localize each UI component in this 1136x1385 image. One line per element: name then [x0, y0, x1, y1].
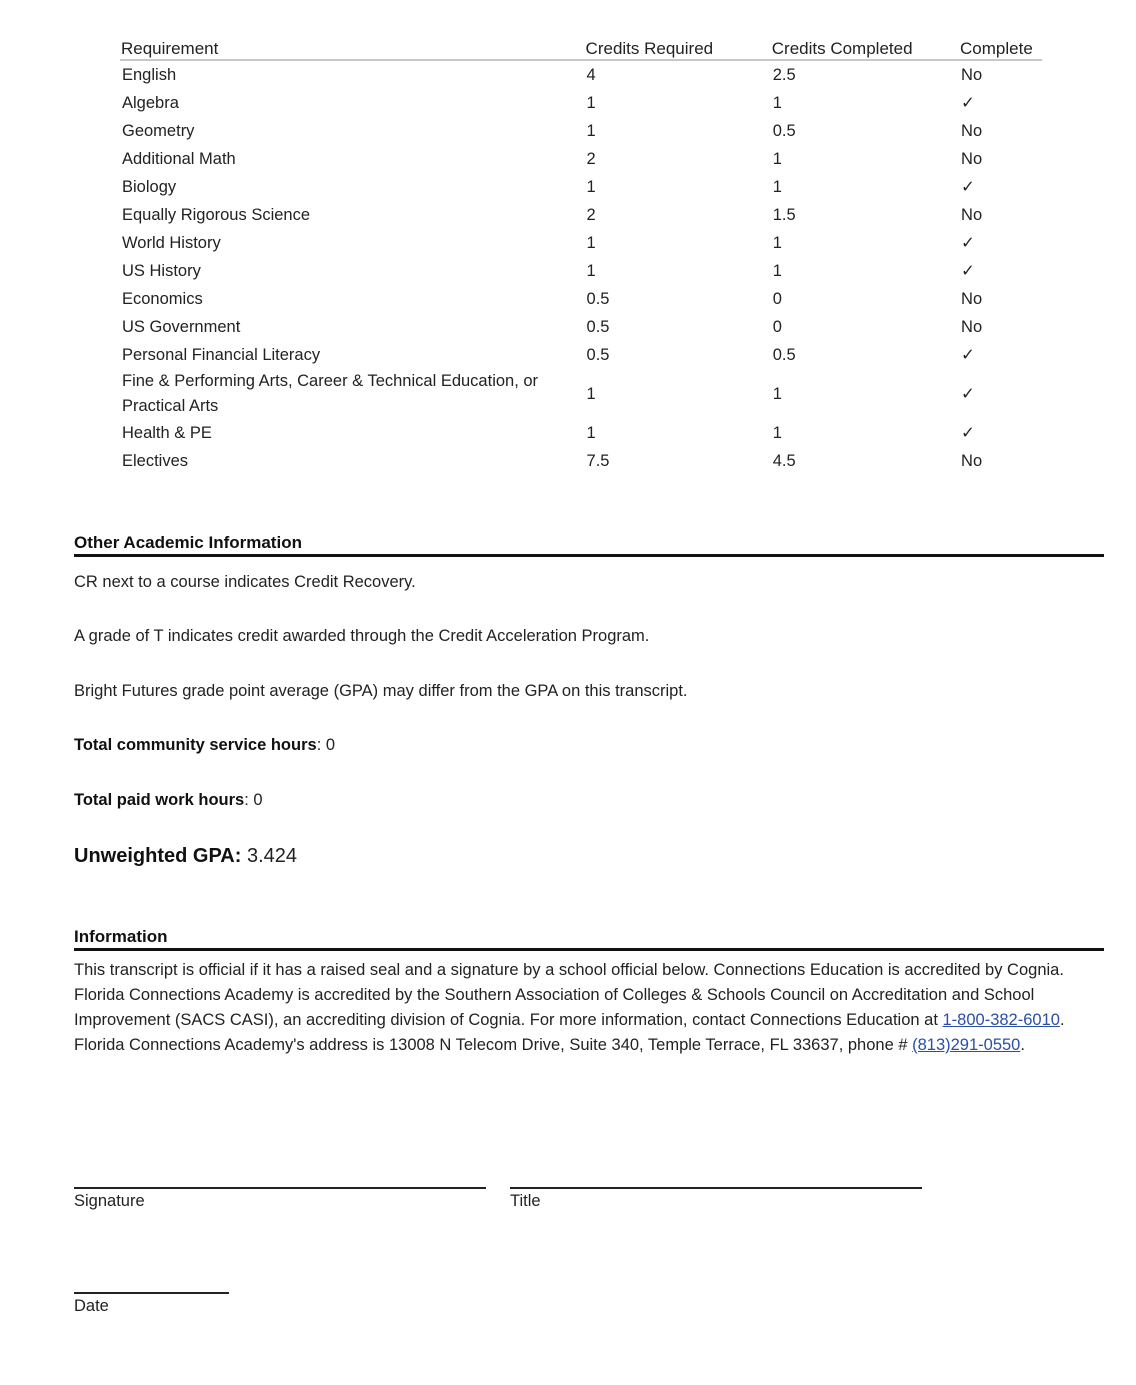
cell-requirement: Biology: [122, 177, 177, 196]
requirements-table-body: [120, 60, 1042, 475]
cell-credits-completed: 4.5: [772, 451, 796, 470]
cell-requirement: Electives: [122, 451, 189, 470]
phone-link-connections-education[interactable]: 1-800-382-6010: [942, 1011, 1060, 1029]
cell-credits-completed: 1: [772, 149, 782, 168]
cell-requirement: Economics: [122, 289, 203, 308]
cell-credits-completed: 0.5: [772, 345, 796, 364]
cell-credits-required: 1: [586, 261, 596, 280]
cell-complete: No: [961, 121, 983, 140]
check-icon: ✓: [961, 423, 975, 442]
cell-credits-completed: 1: [772, 233, 782, 252]
table-row: [120, 117, 1042, 145]
cell-credits-required: 2: [586, 205, 596, 224]
note-credit-acceleration: A grade of T indicates credit awarded through the Credit Acceleration Program.: [74, 627, 650, 645]
table-row: [120, 173, 1042, 201]
signature-line: [74, 1187, 486, 1189]
title-line: [510, 1187, 922, 1189]
table-row: [120, 313, 1042, 341]
cell-complete: No: [961, 205, 983, 224]
note-credit-recovery: CR next to a course indicates Credit Recovery.: [74, 573, 416, 591]
paid-work-label: Total paid work hours: [74, 791, 245, 809]
cell-requirement: US History: [122, 261, 201, 280]
table-row: [120, 341, 1042, 369]
cell-credits-completed: 2.5: [772, 65, 796, 84]
gpa-value: 3.424: [241, 845, 298, 867]
phone-link-florida-academy[interactable]: (813)291-0550: [912, 1036, 1021, 1054]
check-icon: ✓: [961, 233, 975, 252]
check-icon: ✓: [961, 177, 975, 196]
cell-requirement: Personal Financial Literacy: [122, 345, 321, 364]
cell-credits-required: 1: [586, 121, 596, 140]
cell-credits-required: 1: [586, 384, 596, 403]
check-icon: ✓: [961, 261, 975, 280]
cell-requirement: Equally Rigorous Science: [122, 205, 311, 224]
cell-requirement: Additional Math: [122, 149, 236, 168]
cell-credits-required: 0.5: [586, 345, 610, 364]
cell-credits-required: 1: [586, 177, 596, 196]
gpa-label: Unweighted GPA:: [74, 845, 242, 867]
check-icon: ✓: [961, 384, 975, 403]
cell-requirement: Fine & Performing Arts, Career & Technical Education, or Practical Arts: [122, 372, 539, 415]
cell-credits-completed: 1: [772, 423, 782, 442]
paid-work-hours: [74, 791, 263, 810]
cell-credits-required: 2: [586, 149, 596, 168]
community-service-value: : 0: [316, 736, 336, 754]
cell-complete: No: [961, 149, 983, 168]
cell-credits-completed: 0: [772, 289, 782, 308]
table-row: [120, 257, 1042, 285]
cell-credits-completed: 1: [772, 384, 782, 403]
other-academic-heading: Other Academic Information: [74, 533, 1104, 557]
note-bright-futures: Bright Futures grade point average (GPA) may differ from the GPA on this transcript.: [74, 682, 688, 700]
cell-requirement: English: [122, 65, 177, 84]
table-row: [120, 89, 1042, 117]
date-label: Date: [74, 1297, 109, 1315]
title-label: Title: [510, 1192, 541, 1210]
cell-complete: No: [961, 317, 983, 336]
requirements-table: [120, 36, 1042, 475]
information-heading: Information: [74, 927, 1104, 951]
header-requirement: Requirement: [120, 36, 585, 60]
date-line: [74, 1292, 229, 1294]
info-text-part1: This transcript is official if it has a raised seal and a signature by a school official below. Connections Education is accredited by Cognia. Florida Connections Academy is accredited by the Southern Association of Colleges & Schools Council on Accreditation and School Improvement (SACS CASI), an accrediting division of Cognia. For more information, contact Connections Education at: [74, 961, 1064, 1029]
cell-credits-completed: 1: [772, 93, 782, 112]
header-credits-completed: Credits Completed: [771, 36, 959, 60]
table-row: [120, 229, 1042, 257]
cell-requirement: Geometry: [122, 121, 195, 140]
cell-credits-required: 4: [586, 65, 596, 84]
cell-credits-completed: 0.5: [772, 121, 796, 140]
cell-credits-required: 7.5: [586, 451, 610, 470]
table-row: [120, 145, 1042, 173]
table-row: [120, 419, 1042, 447]
cell-requirement: World History: [122, 233, 221, 252]
cell-requirement: US Government: [122, 317, 241, 336]
table-row: [120, 60, 1042, 89]
check-icon: ✓: [961, 93, 975, 112]
signature-label: Signature: [74, 1192, 145, 1210]
paid-work-value: : 0: [244, 791, 263, 809]
cell-complete: No: [961, 65, 983, 84]
cell-credits-required: 1: [586, 93, 596, 112]
info-text-part2: . Florida Connections Academy's address is 13008 N Telecom Drive, Suite 340, Temple Terrace, FL 33637, phone #: [74, 1011, 1065, 1054]
header-credits-required: Credits Required: [585, 36, 771, 60]
cell-complete: No: [961, 451, 983, 470]
info-text-part3: .: [1020, 1036, 1025, 1054]
cell-credits-completed: 1.5: [772, 205, 796, 224]
table-row: [120, 201, 1042, 229]
table-header-row: [120, 36, 1042, 60]
information-paragraph: [74, 958, 1104, 1058]
cell-requirement: Health & PE: [122, 423, 212, 442]
cell-credits-required: 0.5: [586, 317, 610, 336]
cell-credits-required: 1: [586, 423, 596, 442]
cell-credits-completed: 0: [772, 317, 782, 336]
cell-requirement: Algebra: [122, 93, 179, 112]
table-row: [120, 447, 1042, 475]
unweighted-gpa: [74, 845, 297, 868]
table-row: [120, 285, 1042, 313]
cell-credits-required: 0.5: [586, 289, 610, 308]
cell-credits-required: 1: [586, 233, 596, 252]
check-icon: ✓: [961, 345, 975, 364]
cell-credits-completed: 1: [772, 177, 782, 196]
header-complete: Complete: [959, 36, 1042, 60]
cell-credits-completed: 1: [772, 261, 782, 280]
cell-complete: No: [961, 289, 983, 308]
community-service-label: Total community service hours: [74, 736, 317, 754]
community-service-hours: [74, 736, 335, 755]
table-row: [120, 369, 1042, 419]
